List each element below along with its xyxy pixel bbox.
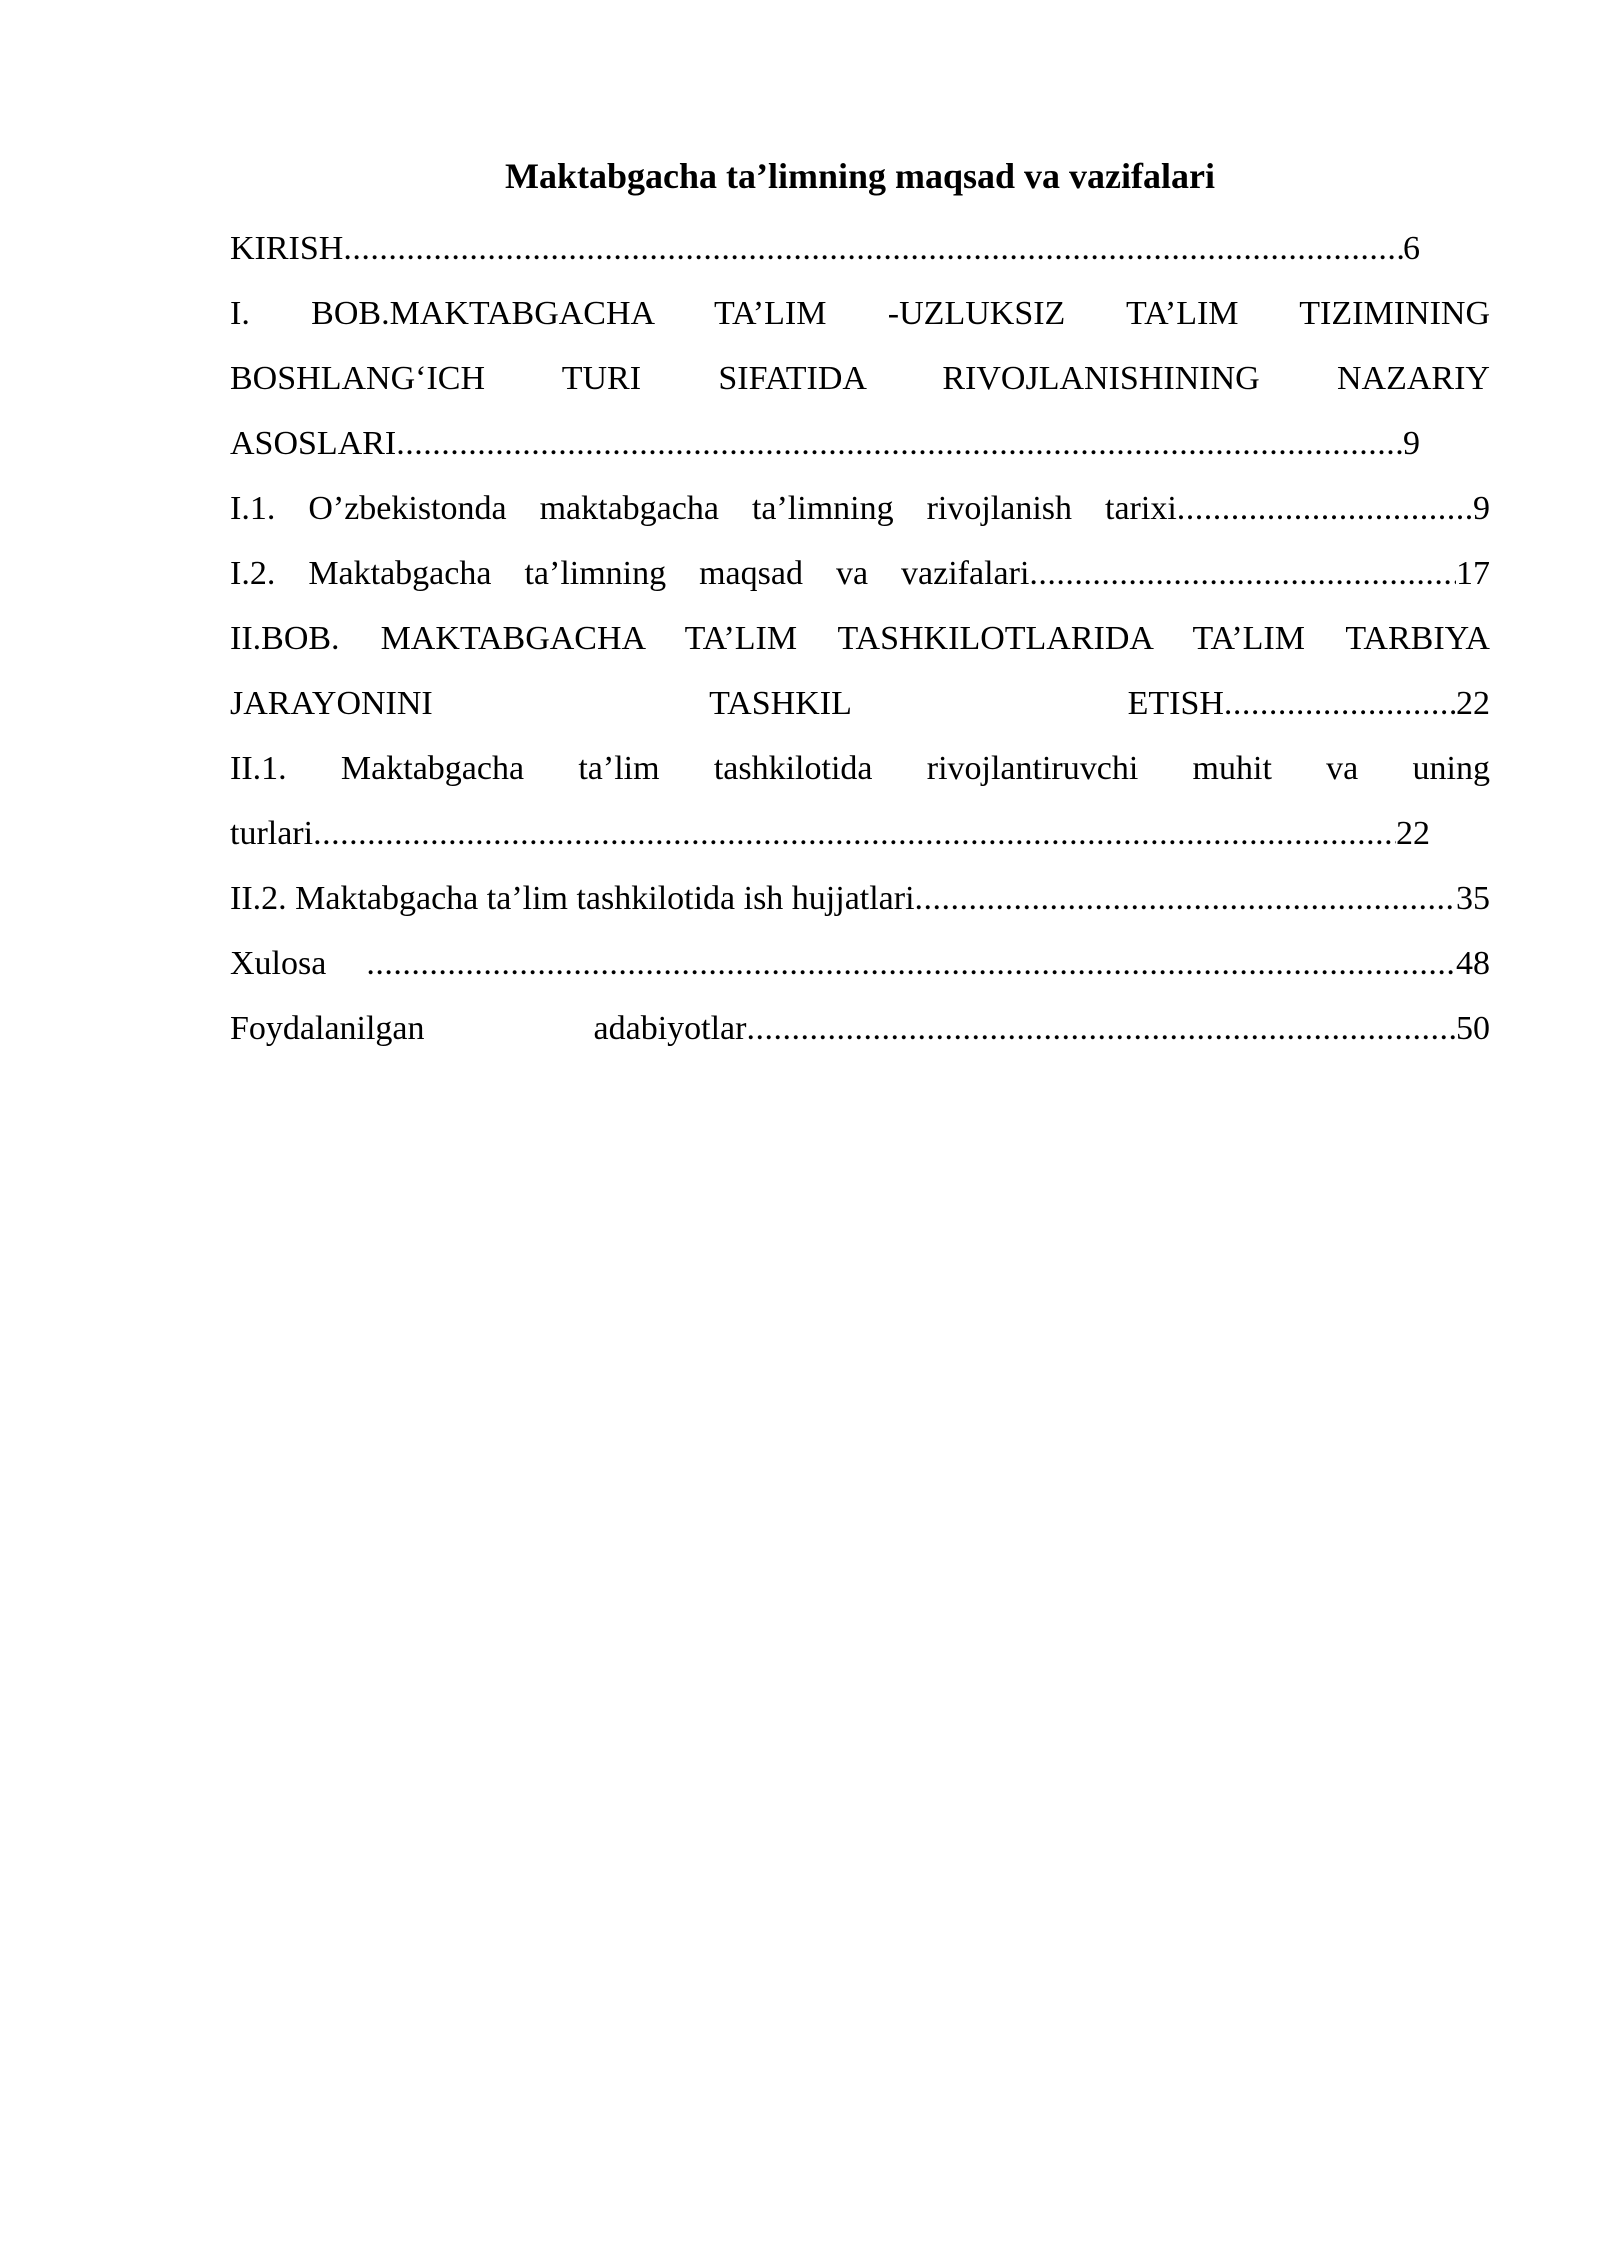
toc-page-number: 9 (1403, 425, 1420, 462)
toc-leader-dots (1177, 476, 1473, 541)
toc-leader-dots (915, 866, 1456, 931)
toc-entry-section-1-2 (230, 541, 1490, 606)
toc-entry-chapter2-end (230, 671, 1490, 736)
toc-page-number: 50 (1456, 1010, 1490, 1047)
toc-leader-dots (313, 801, 1396, 866)
toc-page-number: 48 (1456, 945, 1490, 982)
toc-entry-label: Xulosa (230, 945, 327, 982)
toc-page-number: 6 (1403, 230, 1420, 267)
toc-page-number: 22 (1396, 815, 1430, 852)
toc-leader-dots (1029, 541, 1456, 606)
toc-page-number: 35 (1456, 880, 1490, 917)
toc-page-number: 22 (1456, 685, 1490, 722)
toc-entry-label: KIRISH (230, 230, 344, 267)
toc-entry-section-1-1 (230, 476, 1490, 541)
toc-chapter1-line1: I. BOB.MAKTABGACHA TA’LIM -UZLUKSIZ TA’LIM TIZIMINING (230, 295, 1490, 332)
toc-leader-dots (366, 931, 1456, 996)
toc-section-2-1-line1: II.1. Maktabgacha ta’lim tashkilotida rivojlantiruvchi muhit va uning (230, 750, 1490, 787)
table-of-contents (230, 216, 1490, 1061)
toc-entry-label: I.1. O’zbekistonda maktabgacha ta’limning rivojlanish tarixi (230, 490, 1177, 527)
toc-entry-xulosa (230, 931, 1490, 996)
toc-entry-label: ASOSLARI (230, 425, 397, 462)
toc-chapter2-line1: II.BOB. MAKTABGACHA TA’LIM TASHKILOTLARIDA TA’LIM TARBIYA (230, 620, 1490, 657)
toc-entry-section-2-1-end (230, 801, 1490, 866)
toc-entry-label: turlari (230, 815, 314, 852)
toc-chapter1-line2: BOSHLANG‘ICH TURI SIFATIDA RIVOJLANISHINING NAZARIY (230, 360, 1490, 397)
document-title: Maktabgacha ta’limning maqsad va vazifalari (504, 156, 1215, 196)
toc-page-number: 9 (1473, 490, 1490, 527)
toc-entry-label: I.2. Maktabgacha ta’limning maqsad va vazifalari (230, 555, 1030, 592)
toc-entry-label: II.2. Maktabgacha ta’lim tashkilotida ish hujjatlari (230, 880, 915, 917)
toc-entry-label: JARAYONINI TASHKIL ETISH (230, 685, 1224, 722)
toc-entry-chapter1-end (230, 411, 1490, 476)
toc-leader-dots (396, 411, 1403, 476)
toc-entry-label: Foydalanilgan adabiyotlar (230, 1010, 747, 1047)
toc-page-number: 17 (1456, 555, 1490, 592)
toc-entry-adabiyotlar (230, 996, 1490, 1061)
toc-leader-dots (746, 996, 1456, 1061)
toc-leader-dots (343, 216, 1403, 281)
toc-entry-kirish (230, 216, 1490, 281)
toc-entry-section-2-2 (230, 866, 1490, 931)
toc-leader-dots (1224, 671, 1456, 736)
